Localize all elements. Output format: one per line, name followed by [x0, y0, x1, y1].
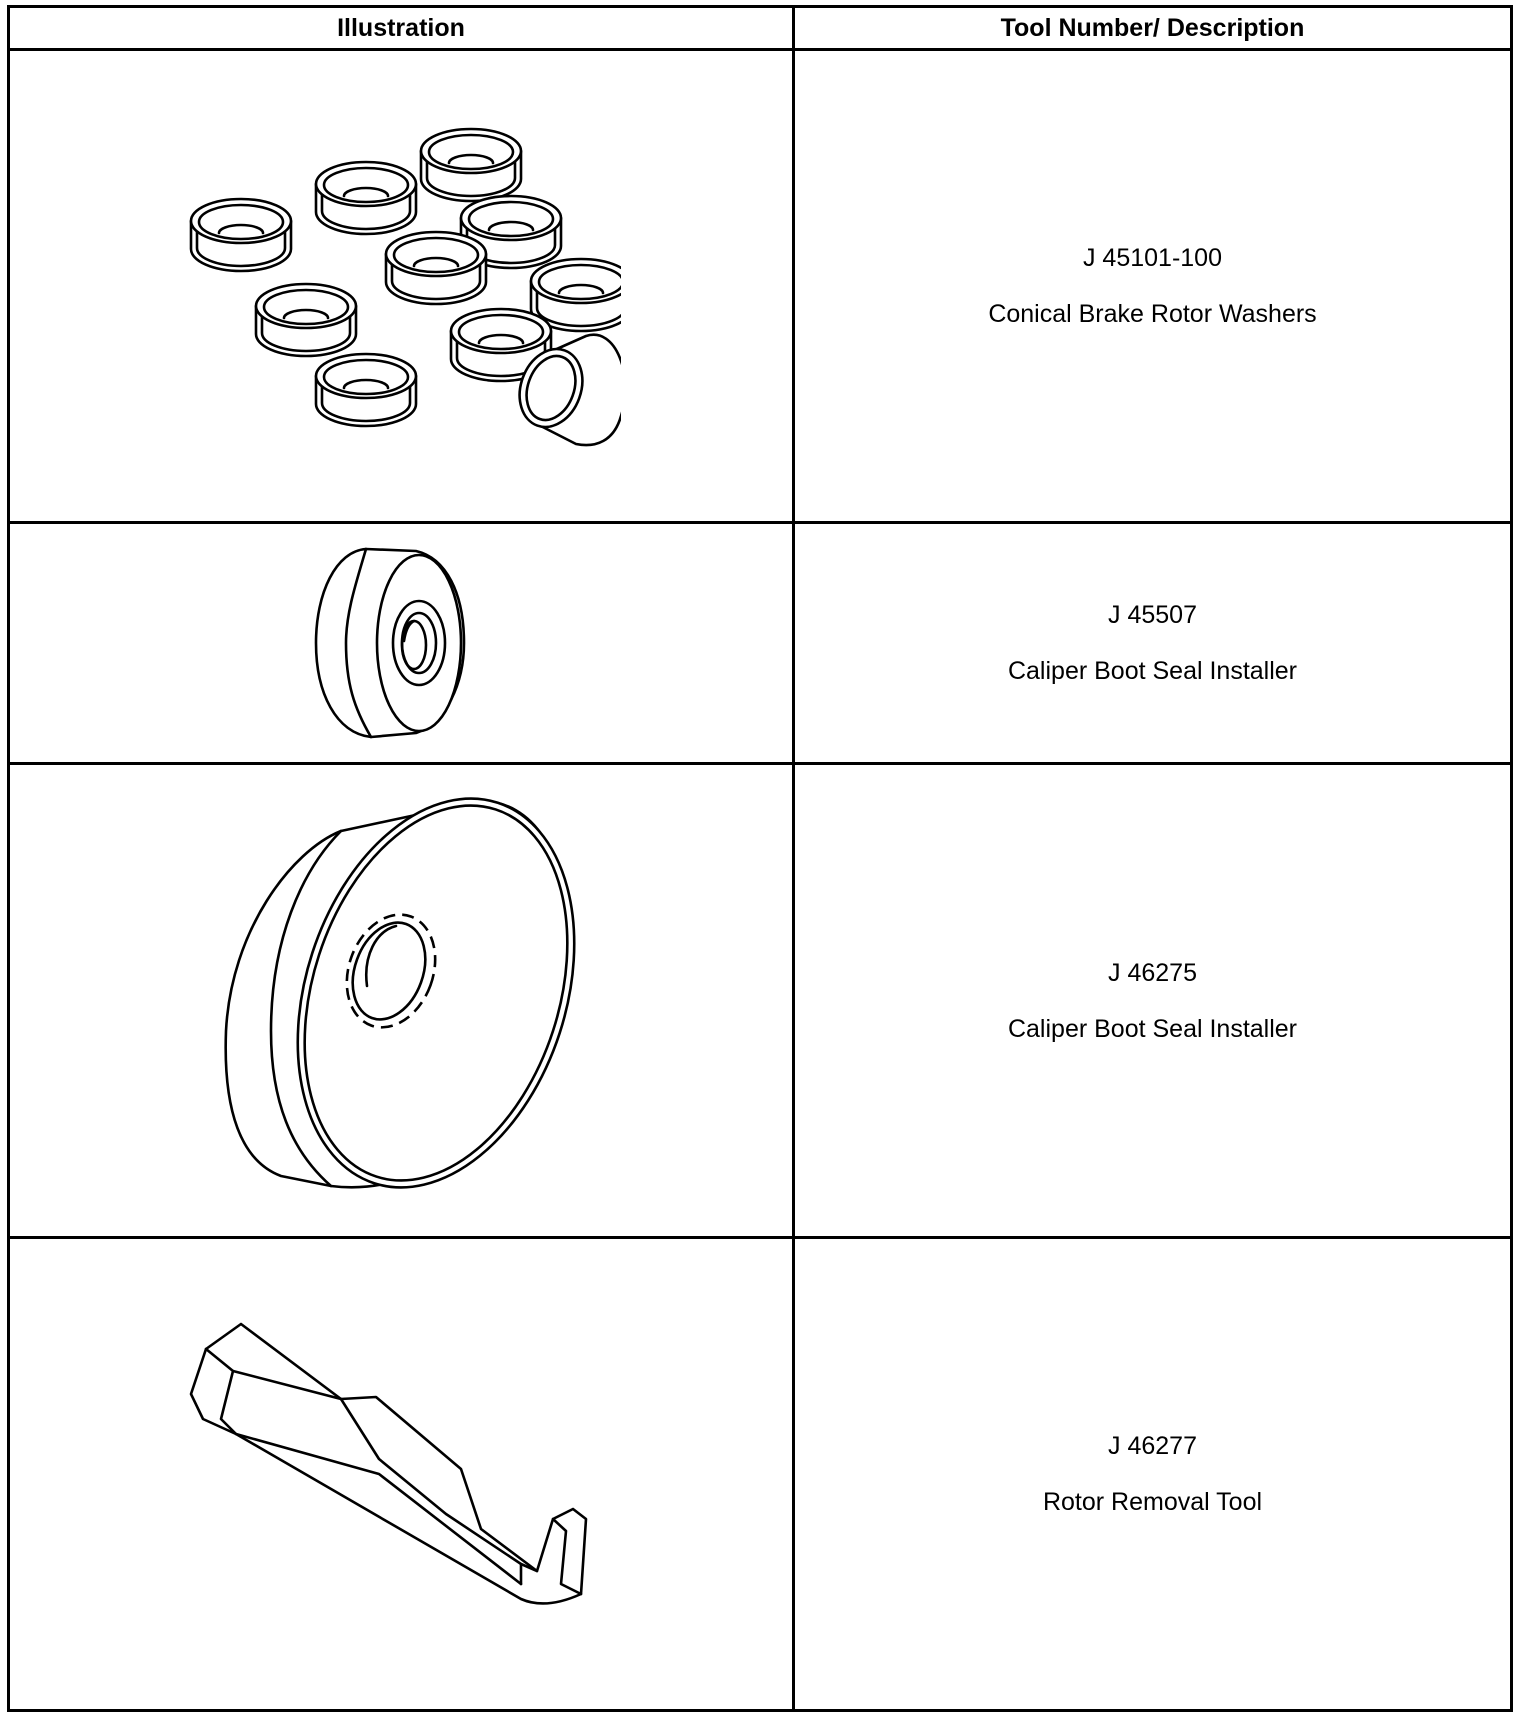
tool-number: J 45507 [1108, 601, 1197, 629]
small-seal-installer-illustration [306, 543, 496, 743]
tool-number: J 45101-100 [1082, 244, 1222, 272]
table-row [9, 1238, 1512, 1711]
table-header-row [9, 7, 1512, 50]
tool-description: Caliper Boot Seal Installer [1007, 657, 1298, 685]
conical-washers-illustration [181, 106, 621, 466]
tool-description-cell [794, 50, 1512, 523]
tool-description-cell [794, 1238, 1512, 1711]
table-row [9, 523, 1512, 764]
illustration-cell [9, 50, 794, 523]
tool-description: Conical Brake Rotor Washers [988, 300, 1317, 328]
illustration-column-header: Illustration [9, 7, 794, 50]
special-tools-table [7, 5, 1513, 1712]
table-row [9, 764, 1512, 1238]
illustration-cell [9, 523, 794, 764]
tool-number: J 46277 [1108, 1432, 1197, 1460]
tool-description: Caliper Boot Seal Installer [1007, 1014, 1298, 1043]
tool-description: Rotor Removal Tool [1042, 1488, 1263, 1516]
illustration-cell [9, 764, 794, 1238]
illustration-cell [9, 1238, 794, 1711]
large-seal-installer-illustration [211, 781, 591, 1221]
tool-description-column-header: Tool Number/ Description [794, 7, 1512, 50]
tool-number: J 46275 [1108, 958, 1197, 987]
tool-description-cell [794, 764, 1512, 1238]
tool-description-cell [794, 523, 1512, 764]
table-row [9, 50, 1512, 523]
rotor-removal-tool-illustration [181, 1309, 621, 1639]
